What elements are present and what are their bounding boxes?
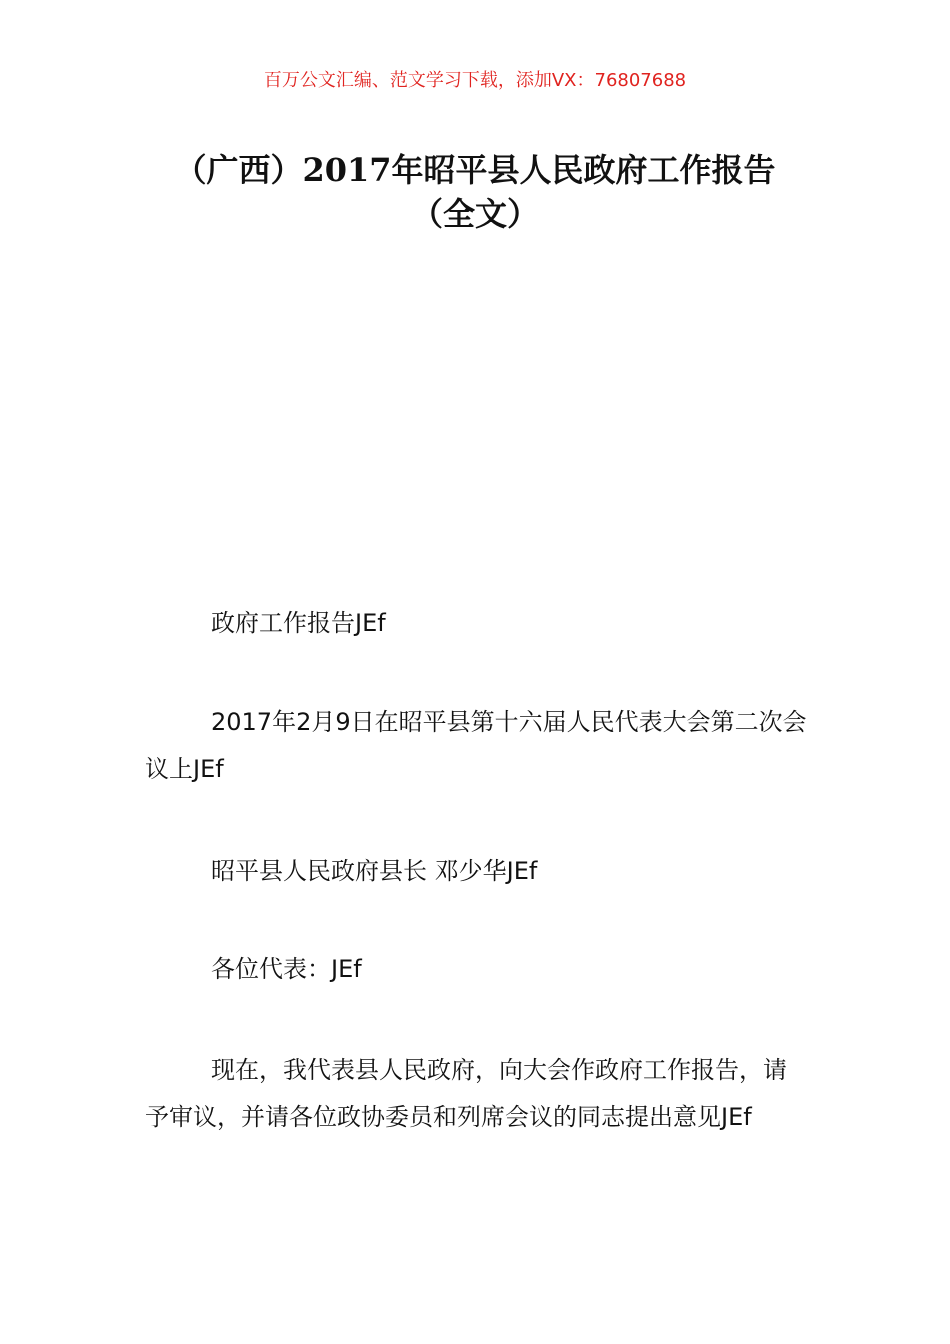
paragraph-salutation: 各位代表：JEf bbox=[211, 955, 362, 983]
paragraph-report-name: 政府工作报告JEf bbox=[211, 609, 386, 637]
paragraph-meeting-date: 2017年2月9日在昭平县第十六届人民代表大会第二次会议上JEf bbox=[145, 708, 807, 783]
document-title-line-2: （全文） bbox=[410, 195, 539, 233]
document-title bbox=[130, 148, 820, 236]
paragraph-opening: 现在，我代表县人民政府，向大会作政府工作报告，请予审议，并请各位政协委员和列席会议的同志提出意见JEf bbox=[145, 1056, 787, 1131]
paragraph-speaker: 昭平县人民政府县长 邓少华JEf bbox=[211, 857, 538, 885]
header-watermark-note: 百万公文汇编、范文学习下载，添加VX：76807688 bbox=[263, 70, 687, 91]
document-title-line-1: （广西）2017年昭平县人民政府工作报告 bbox=[174, 151, 776, 189]
